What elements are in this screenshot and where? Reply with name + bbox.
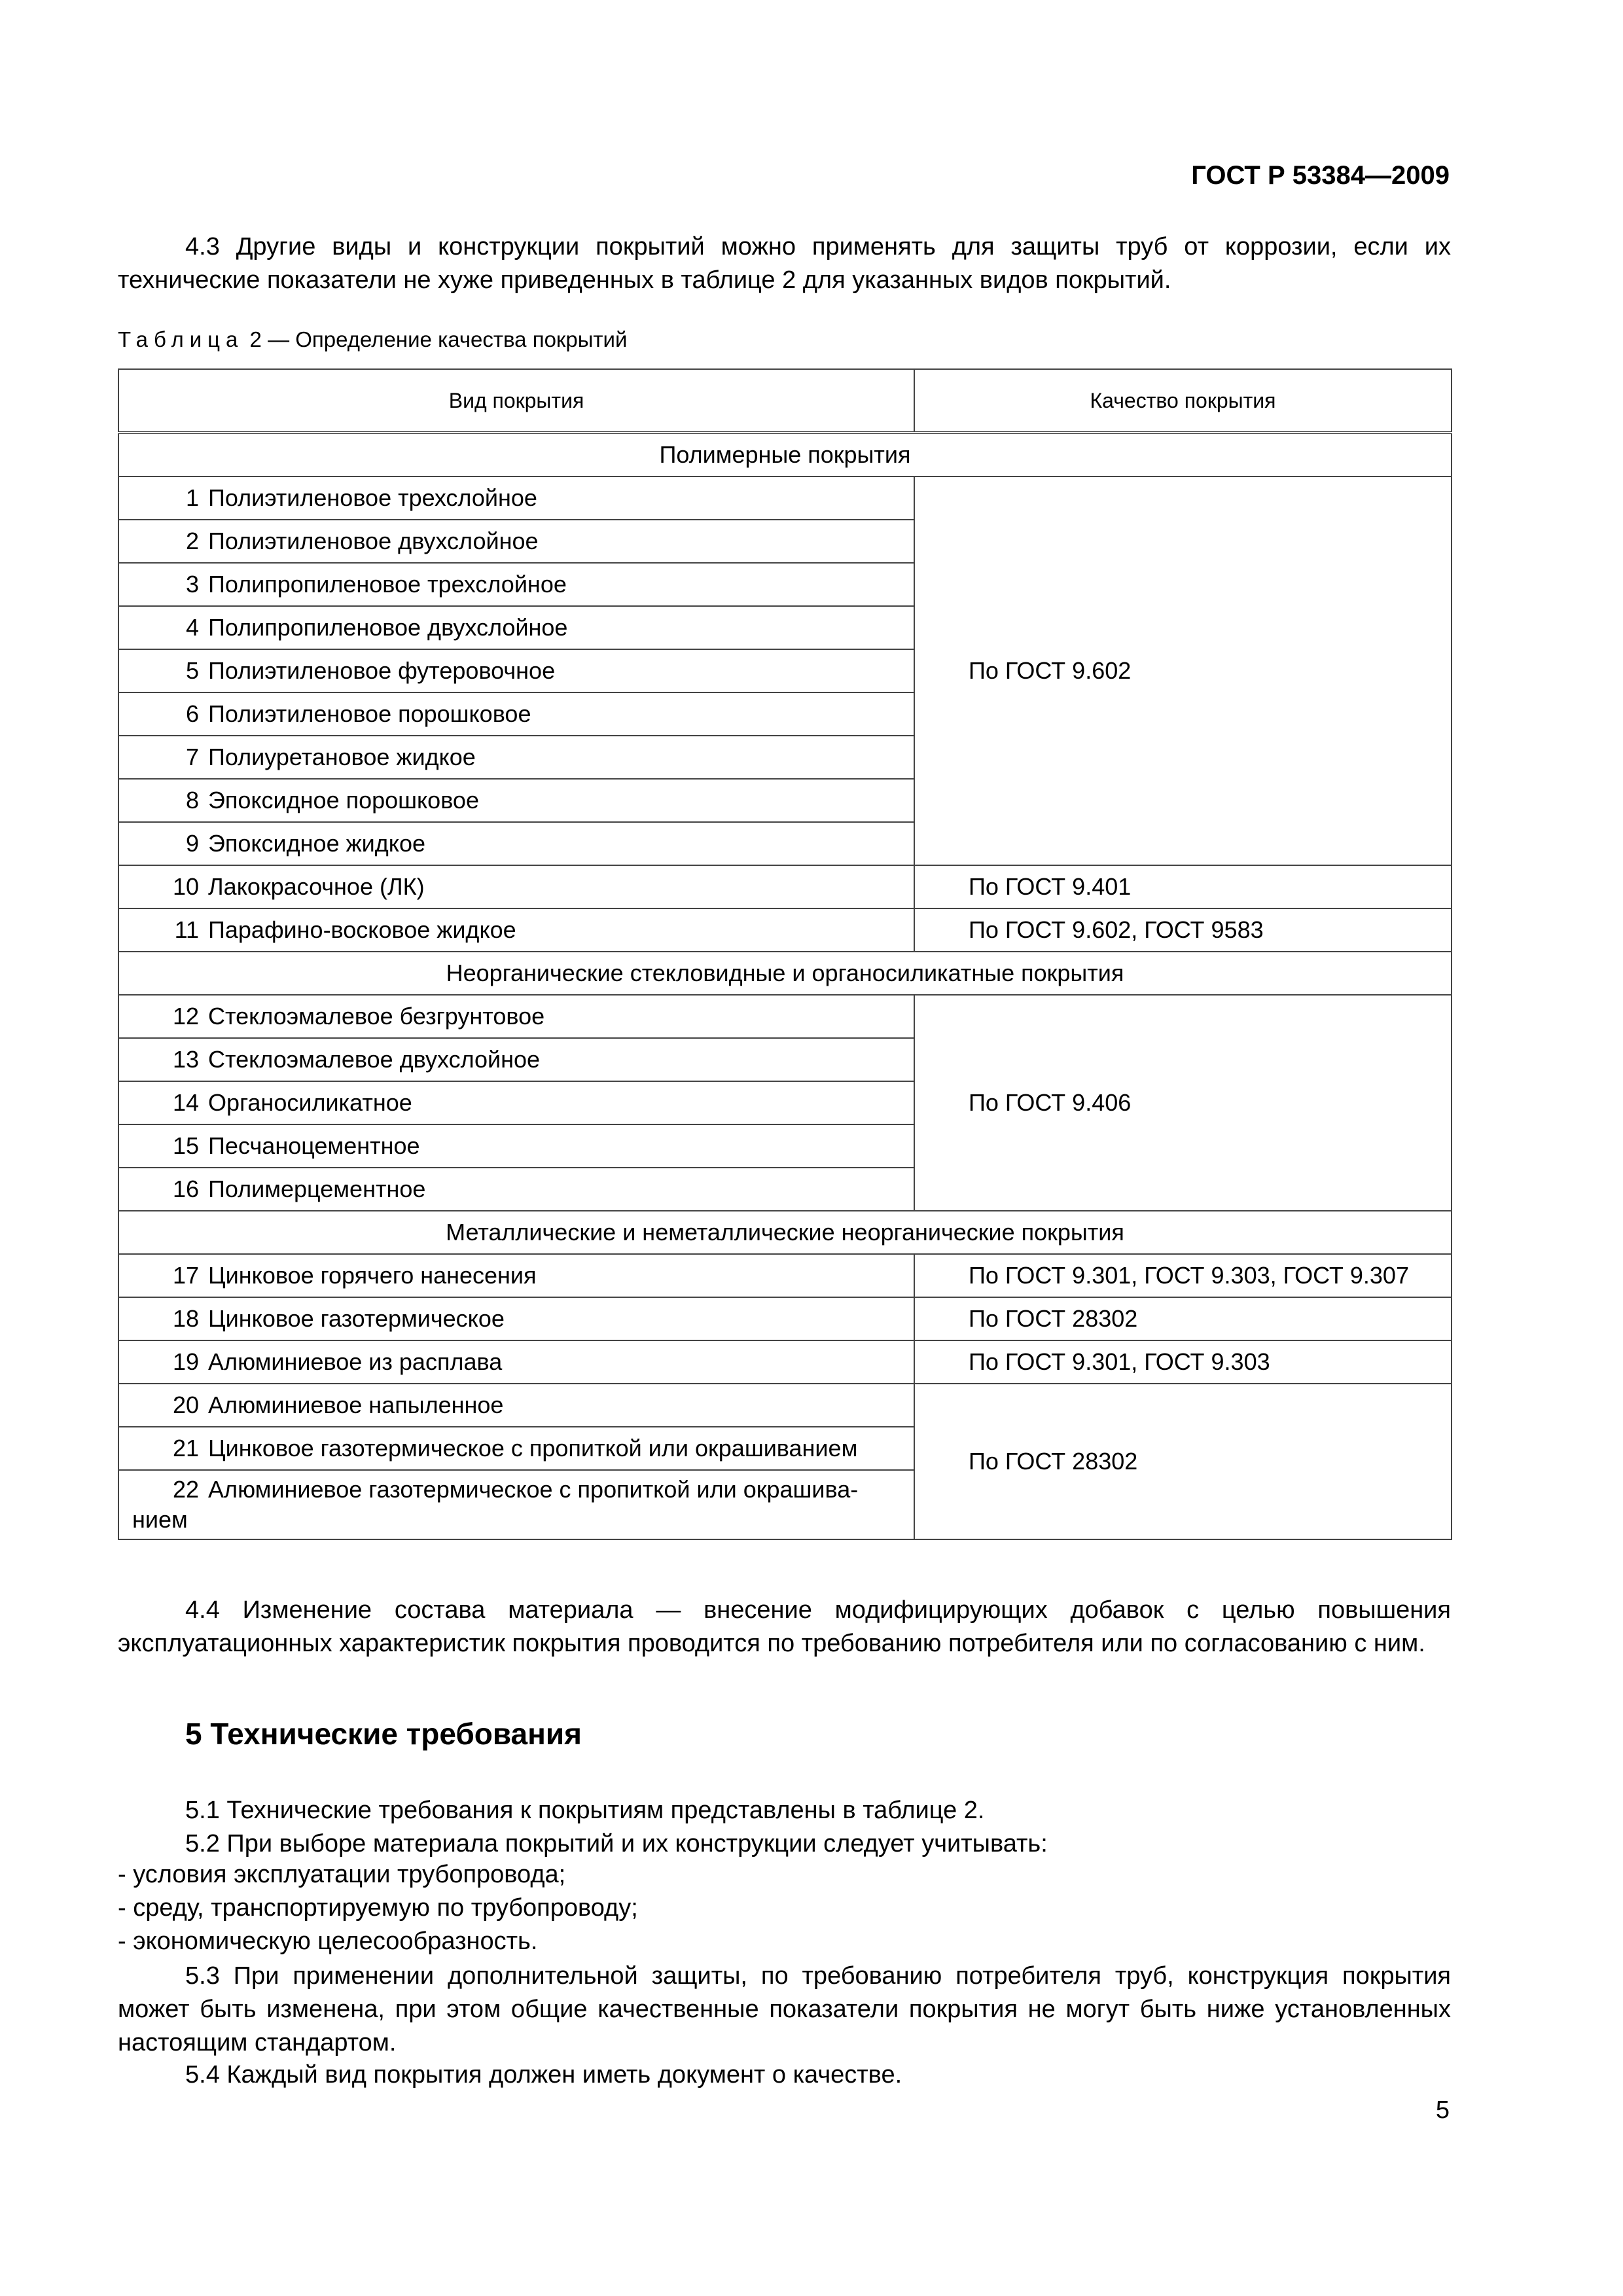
table-row: 13 Стеклоэмалевое двухслойное	[118, 1038, 914, 1081]
quality-cell: По ГОСТ 9.406	[914, 995, 1452, 1211]
table-row: 2 Полиэтиленовое двухслойное	[118, 520, 914, 563]
list-item: - экономическую целесообразность.	[118, 1928, 538, 1955]
caption-label: Таблица	[118, 327, 244, 351]
quality-cell: По ГОСТ 9.602	[914, 476, 1452, 865]
document-standard-number: ГОСТ Р 53384—2009	[1191, 161, 1450, 190]
paragraph-4-4: 4.4 Изменение состава материала — внесение модифицирующих добавок с целью повышения эксплуатационных характеристик покрытия проводится по требованию потребителя или по согласованию с ним.	[118, 1596, 1451, 1657]
table-row: 22 Алюминиевое газотермическое с пропиткой или окрашива- нием	[118, 1470, 914, 1539]
coating-quality-table	[118, 368, 1452, 1540]
table-row: 6 Полиэтиленовое порошковое	[118, 692, 914, 736]
list-item: - среду, транспортируемую по трубопроводу;	[118, 1894, 638, 1922]
quality-cell: По ГОСТ 9.301, ГОСТ 9.303	[914, 1340, 1452, 1384]
table-row: 20 Алюминиевое напыленное	[118, 1384, 914, 1427]
quality-cell: По ГОСТ 28302	[914, 1297, 1452, 1340]
table-row: 18 Цинковое газотермическое	[118, 1297, 914, 1340]
table-row: 16 Полимерцементное	[118, 1168, 914, 1211]
caption-text: 2 — Определение качества покрытий	[243, 327, 628, 351]
column-header-coating-type: Вид покрытия	[118, 369, 914, 433]
quality-cell: По ГОСТ 9.301, ГОСТ 9.303, ГОСТ 9.307	[914, 1254, 1452, 1297]
table-row: 14 Органосиликатное	[118, 1081, 914, 1124]
paragraph-5-4: 5.4 Каждый вид покрытия должен иметь документ о качестве.	[185, 2061, 902, 2089]
paragraph-4-3: 4.3 Другие виды и конструкции покрытий можно применять для защиты труб от коррозии, если их технические показатели не хуже приведенных в таблице 2 для указанных видов покрытий.	[118, 233, 1451, 294]
section-heading: 5 Технические требования	[185, 1717, 582, 1751]
table-row: 11 Парафино-восковое жидкое	[118, 908, 914, 952]
page-number: 5	[1435, 2096, 1450, 2124]
table-row: 21 Цинковое газотермическое с пропиткой или окрашиванием	[118, 1427, 914, 1470]
quality-cell: По ГОСТ 9.602, ГОСТ 9583	[914, 908, 1452, 952]
table-row: 17 Цинковое горячего нанесения	[118, 1254, 914, 1297]
table-row: 4 Полипропиленовое двухслойное	[118, 606, 914, 649]
quality-cell: По ГОСТ 28302	[914, 1384, 1452, 1539]
table-row: 9 Эпоксидное жидкое	[118, 822, 914, 865]
table-row: 1 Полиэтиленовое трехслойное	[118, 476, 914, 520]
table-row: 7 Полиуретановое жидкое	[118, 736, 914, 779]
table-row: 3 Полипропиленовое трехслойное	[118, 563, 914, 606]
table-row: 10 Лакокрасочное (ЛК)	[118, 865, 914, 908]
paragraph-5-2: 5.2 При выборе материала покрытий и их конструкции следует учитывать:	[185, 1830, 1048, 1857]
list-item: - условия эксплуатации трубопровода;	[118, 1861, 566, 1888]
paragraph-5-3: 5.3 При применении дополнительной защиты, по требованию потребителя труб, конструкция покрытия может быть изменена, при этом общие качественные показатели покрытия не могут быть ниже установленных настоящим стандартом.	[118, 1962, 1451, 2056]
section-title-polymer: Полимерные покрытия	[118, 433, 1452, 476]
table-row: 19 Алюминиевое из расплава	[118, 1340, 914, 1384]
table-row: 12 Стеклоэмалевое безгрунтовое	[118, 995, 914, 1038]
table-caption	[118, 327, 627, 352]
quality-cell: По ГОСТ 9.401	[914, 865, 1452, 908]
table-row: 8 Эпоксидное порошковое	[118, 779, 914, 822]
section-title-metallic: Металлические и неметаллические неорганические покрытия	[118, 1211, 1452, 1254]
table-row: 5 Полиэтиленовое футеровочное	[118, 649, 914, 692]
section-title-inorganic-glass: Неорганические стекловидные и органосиликатные покрытия	[118, 952, 1452, 995]
paragraph-5-1: 5.1 Технические требования к покрытиям представлены в таблице 2.	[185, 1797, 985, 1824]
column-header-coating-quality: Качество покрытия	[914, 369, 1452, 433]
table-row: 15 Песчаноцементное	[118, 1124, 914, 1168]
